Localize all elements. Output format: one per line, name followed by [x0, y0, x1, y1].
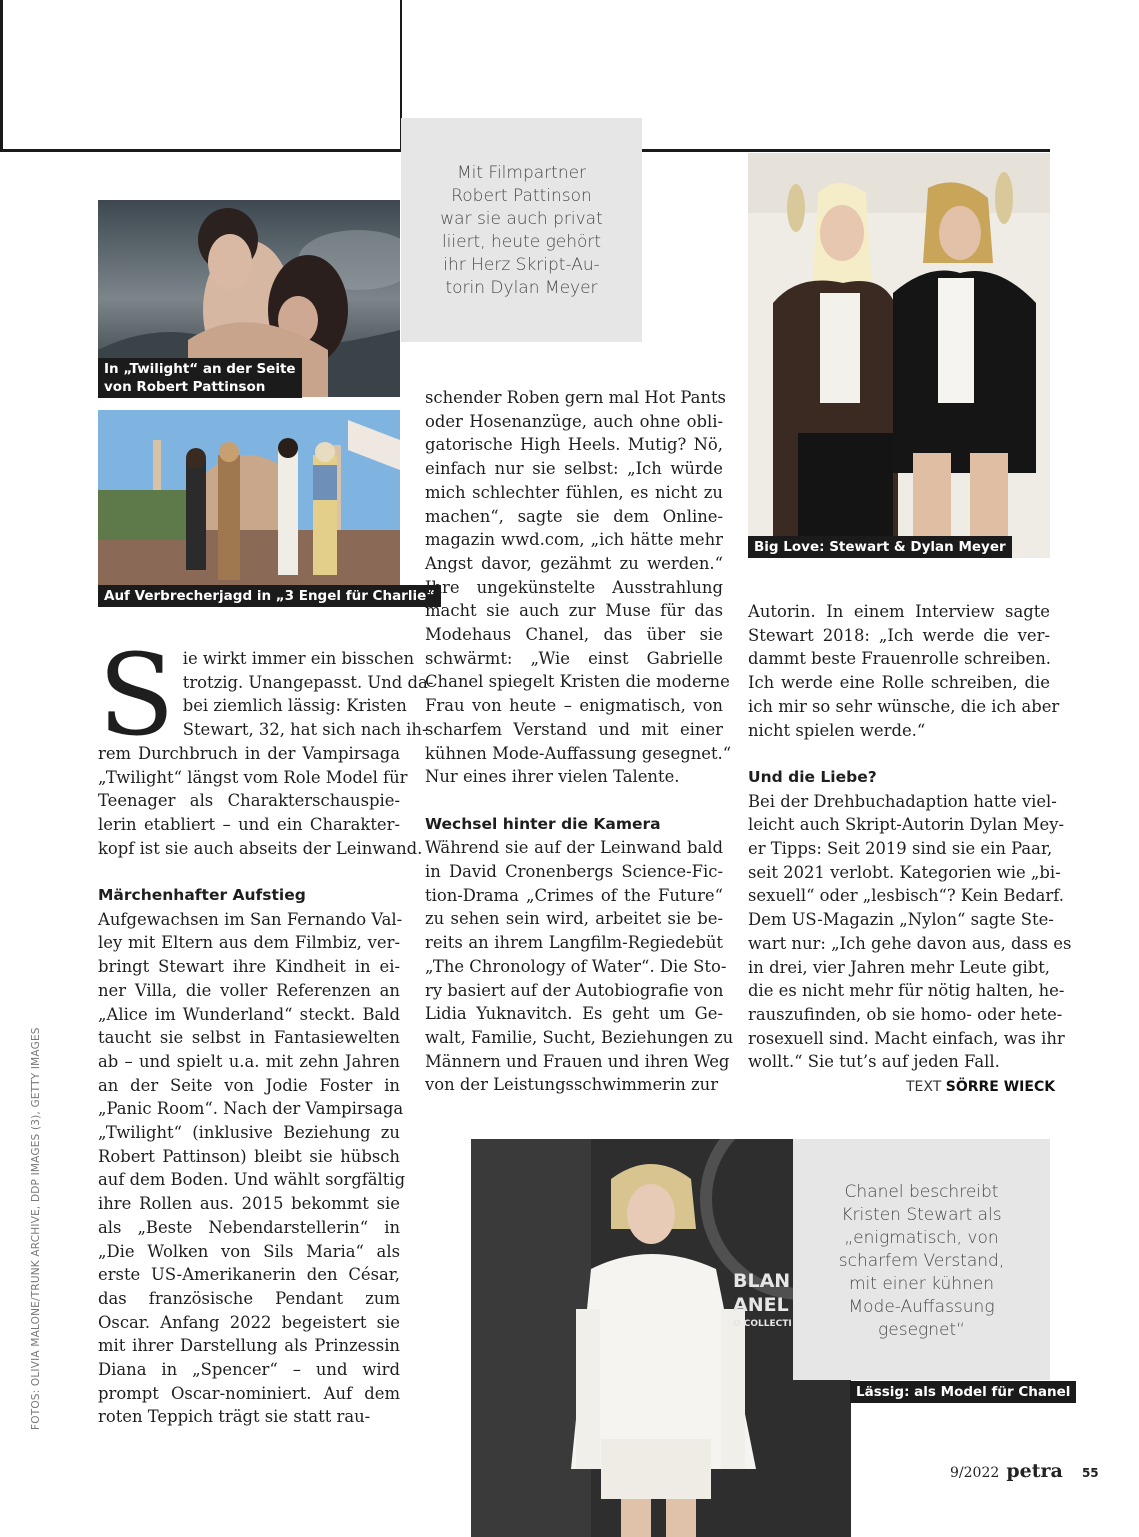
- byline-label: TEXT: [906, 1079, 942, 1095]
- text-line: Diana in „Spencer“ – und wird: [98, 1360, 400, 1380]
- text-line: gatorische High Heels. Mutig? Nö,: [425, 435, 723, 455]
- text-line: zu sehen sein wird, arbeitet sie be-: [425, 909, 723, 929]
- text-line: in drei, vier Jahren mehr Leute gibt,: [748, 957, 1050, 977]
- text-line: kühnen Mode-Auffassung gesegnet.“: [425, 743, 732, 763]
- text-line: „The Chronology of Water“. Die Sto-: [425, 956, 727, 976]
- text-line: Ihre ungekünstelte Ausstrahlung: [425, 577, 723, 597]
- chanel-backdrop-text: [733, 1269, 792, 1331]
- article-column-2: [425, 386, 734, 1097]
- col3-paragraph-1: [748, 600, 1060, 742]
- text-line: Stewart 2018: „Ich werde die ver-: [748, 625, 1050, 645]
- biglove-photo: [748, 153, 1050, 558]
- text-line: „Twilight“ (inklusive Beziehung zu: [98, 1123, 400, 1143]
- subhead-wechsel-hinter-die-kamera: Wechsel hinter die Kamera: [425, 814, 661, 833]
- pullquote-top-line: war sie auch privat: [440, 209, 603, 229]
- subhead-und-die-liebe: Und die Liebe?: [748, 767, 877, 786]
- text-line: mich schlechter fühlen, es nicht zu: [425, 482, 723, 502]
- text-line: er Tipps: Seit 2019 sind sie ein Paar,: [748, 839, 1053, 859]
- dropcap: S: [98, 631, 175, 761]
- pullquote-bottom-line: scharfem Verstand,: [838, 1251, 1005, 1271]
- text-line: Ich werde eine Rolle schreiben, die: [748, 673, 1050, 693]
- charlie-caption: Auf Verbrecherjagd in „3 Engel für Charlie“: [98, 585, 441, 607]
- text-line: „Twilight“ längst vom Role Model für: [98, 767, 408, 787]
- text-line: rauszufinden, ob sie homo- oder hete-: [748, 1004, 1063, 1024]
- text-line: Während sie auf der Leinwand bald: [425, 838, 723, 858]
- col2-paragraph-2: [425, 836, 734, 1097]
- text-line: wollt.“ Sie tut’s auf jeden Fall.: [748, 1052, 1000, 1072]
- chanel-backdrop-line: O COLLECTI: [733, 1319, 792, 1329]
- text-line: an der Seite von Jodie Foster in: [98, 1075, 400, 1095]
- twilight-caption-line1: In „Twilight“ an der Seite: [104, 361, 296, 377]
- text-line: roten Teppich trägt sie statt rau-: [98, 1407, 371, 1427]
- pullquote-top: [401, 118, 642, 342]
- text-line: nicht spielen werde.“: [748, 720, 926, 740]
- text-line: prompt Oscar-nominiert. Auf dem: [98, 1383, 400, 1403]
- text-line: Aufgewachsen im San Fernando Val-: [98, 909, 403, 929]
- pullquote-bottom-line: Mode-Auffassung: [848, 1297, 995, 1317]
- text-line: Teenager als Charakterschauspie-: [98, 791, 400, 811]
- text-line: ihre Rollen aus. 2015 bekommt sie: [98, 1194, 400, 1214]
- photo-credit: FOTOS: OLIVIA MALONE/TRUNK ARCHIVE, DDP IMAGES (3), GETTY IMAGES: [30, 1027, 42, 1430]
- text-line: Autorin. In einem Interview sagte: [748, 602, 1050, 621]
- text-line: scharfem Verstand und mit einer: [425, 719, 723, 739]
- text-line: ner Villa, die voller Referenzen an: [98, 980, 400, 1000]
- text-line: macht sie auch zur Muse für das: [425, 601, 723, 621]
- charlie-photo: [98, 410, 400, 607]
- page-number: 55: [1081, 1466, 1099, 1480]
- text-line: wart nur: „Ich gehe davon aus, dass es: [748, 933, 1072, 953]
- pullquote-top-line: Mit Filmpartner: [456, 163, 587, 183]
- text-line: machen“, sagte sie dem Online-: [425, 506, 723, 526]
- text-line: bei ziemlich lässig: Kristen: [182, 696, 407, 716]
- text-line: Lidia Yuknavitch. Es geht um Ge-: [425, 1004, 723, 1024]
- text-line: sexuell“ oder „lesbisch“? Kein Bedarf.: [748, 886, 1064, 906]
- text-line: lerin etabliert – und ein Charakter-: [98, 814, 400, 834]
- text-line: ley mit Eltern aus dem Filmbiz, ver-: [98, 933, 400, 953]
- pullquote-bottom-line: „enigmatisch, von: [844, 1228, 999, 1248]
- text-line: schwärmt: „Wie einst Gabrielle: [425, 648, 723, 668]
- pullquote-bottom-line: Chanel beschreibt: [844, 1182, 999, 1202]
- pullquote-bottom-line: gesegnet“: [878, 1320, 965, 1340]
- twilight-caption: [98, 358, 302, 398]
- text-line: Männern und Frauen und ihren Weg: [425, 1051, 730, 1071]
- text-line: einfach nur sie selbst: „Ich würde: [425, 459, 723, 479]
- text-line: walt, Familie, Sucht, Beziehungen zu: [425, 1027, 734, 1047]
- text-line: rosexuell sind. Macht einfach, was ihr: [748, 1028, 1065, 1048]
- issue-number: 9/2022: [950, 1465, 1000, 1481]
- top-frame-rule-right: [640, 149, 1050, 152]
- pullquote-bottom: [793, 1139, 1050, 1380]
- text-line: kopf ist sie auch abseits der Leinwand.: [98, 838, 423, 858]
- text-line: dammt beste Frauenrolle schreiben.: [748, 649, 1052, 669]
- text-line: oder Hosenanzüge, auch ohne obli-: [425, 411, 723, 431]
- text-line: schender Roben gern mal Hot Pants: [425, 388, 726, 407]
- pullquote-top-line: ihr Herz Skript-Au-: [443, 255, 600, 275]
- pullquote-bottom-line: mit einer kühnen: [848, 1274, 995, 1294]
- text-line: Bei der Drehbuchadaption hatte viel-: [748, 791, 1057, 811]
- chanel-caption: Lässig: als Model für Chanel: [850, 1381, 1076, 1403]
- biglove-caption: Big Love: Stewart & Dylan Meyer: [748, 536, 1012, 558]
- text-line: mit ihrer Darstellung als Prinzessin: [98, 1336, 400, 1356]
- text-line: erste US-Amerikanerin den César,: [98, 1265, 400, 1285]
- col1-paragraph: [98, 908, 406, 1429]
- text-line: taucht sie selbst in Fantasiewelten: [98, 1028, 400, 1048]
- top-frame-rule-left: [0, 149, 402, 152]
- text-line: ich mir so sehr wünsche, die ich aber: [748, 696, 1060, 716]
- text-line: Robert Pattinson) bleibt sie hübsch: [98, 1146, 400, 1166]
- text-line: „Alice im Wunderland“ steckt. Bald: [98, 1004, 400, 1024]
- text-line: Dem US-Magazin „Nylon“ sagte Ste-: [748, 910, 1054, 930]
- pullquote-bottom-line: Kristen Stewart als: [841, 1205, 1002, 1225]
- chanel-backdrop-line: ANEL: [733, 1294, 789, 1316]
- col3-paragraph-2: [748, 790, 1072, 1074]
- text-line: trotzig. Unangepasst. Und da-: [182, 672, 434, 692]
- twilight-caption-line2: von Robert Pattinson: [104, 379, 266, 395]
- chanel-backdrop-line: BLAN: [733, 1270, 791, 1292]
- text-line: ab – und spielt u.a. mit zehn Jahren: [98, 1051, 400, 1071]
- text-line: Stewart, 32, hat sich nach ih-: [182, 720, 428, 740]
- article-column-1: [98, 631, 434, 1429]
- subhead-maerchenhafter-aufstieg: Märchenhafter Aufstieg: [98, 886, 306, 905]
- text-line: als „Beste Nebendarstellerin“ in: [98, 1217, 400, 1237]
- text-line: magazin wwd.com, „ich hätte mehr: [425, 530, 723, 550]
- pullquote-top-line: liiert, heute gehört: [441, 232, 602, 252]
- text-line: auf dem Boden. Und wählt sorgfältig: [98, 1170, 406, 1190]
- left-frame-rule: [0, 0, 3, 150]
- col2-paragraph-1: [425, 386, 732, 789]
- text-line: seit 2021 verlobt. Kategorien wie „bi-: [748, 862, 1061, 882]
- text-line: in David Cronenbergs Science-Fic-: [425, 862, 723, 882]
- text-line: ie wirkt immer ein bisschen: [182, 649, 415, 668]
- text-line: Modehaus Chanel, das über sie: [425, 625, 723, 645]
- text-line: von der Leistungsschwimmerin zur: [425, 1075, 719, 1095]
- text-line: reits an ihrem Langfilm-Regiedebüt: [425, 933, 723, 953]
- pullquote-top-line: Robert Pattinson: [451, 186, 592, 206]
- text-line: Frau von heute – enigmatisch, von: [425, 696, 723, 716]
- text-line: Chanel spiegelt Kristen die moderne: [425, 672, 730, 692]
- text-line: die es nicht mehr für nötig halten, he-: [748, 981, 1065, 1001]
- pullquote-top-line: torin Dylan Meyer: [445, 278, 598, 298]
- text-line: rem Durchbruch in der Vampirsaga: [98, 743, 400, 763]
- byline-author: SÖRRE WIECK: [945, 1079, 1056, 1095]
- text-line: bringt Stewart ihre Kindheit in ei-: [98, 957, 400, 977]
- page-footer: [950, 1460, 1099, 1482]
- text-line: das französische Pendant zum: [98, 1288, 400, 1308]
- text-line: „Panic Room“. Nach der Vampirsaga: [98, 1099, 404, 1119]
- text-line: Nur eines ihrer vielen Talente.: [425, 767, 680, 787]
- text-line: leicht auch Skript-Autorin Dylan Mey-: [748, 815, 1064, 835]
- article-column-3: [748, 600, 1072, 1074]
- text-line: tion-Drama „Crimes of the Future“: [425, 885, 723, 905]
- magazine-logo: petra: [1006, 1460, 1063, 1482]
- text-line: „Die Wolken von Sils Maria“ als: [98, 1241, 400, 1261]
- byline: [906, 1079, 1055, 1095]
- text-line: Oscar. Anfang 2022 begeistert sie: [98, 1312, 400, 1332]
- text-line: Angst davor, gezähmt zu werden.“: [425, 553, 723, 573]
- text-line: ry basiert auf der Autobiografie von: [425, 980, 724, 1000]
